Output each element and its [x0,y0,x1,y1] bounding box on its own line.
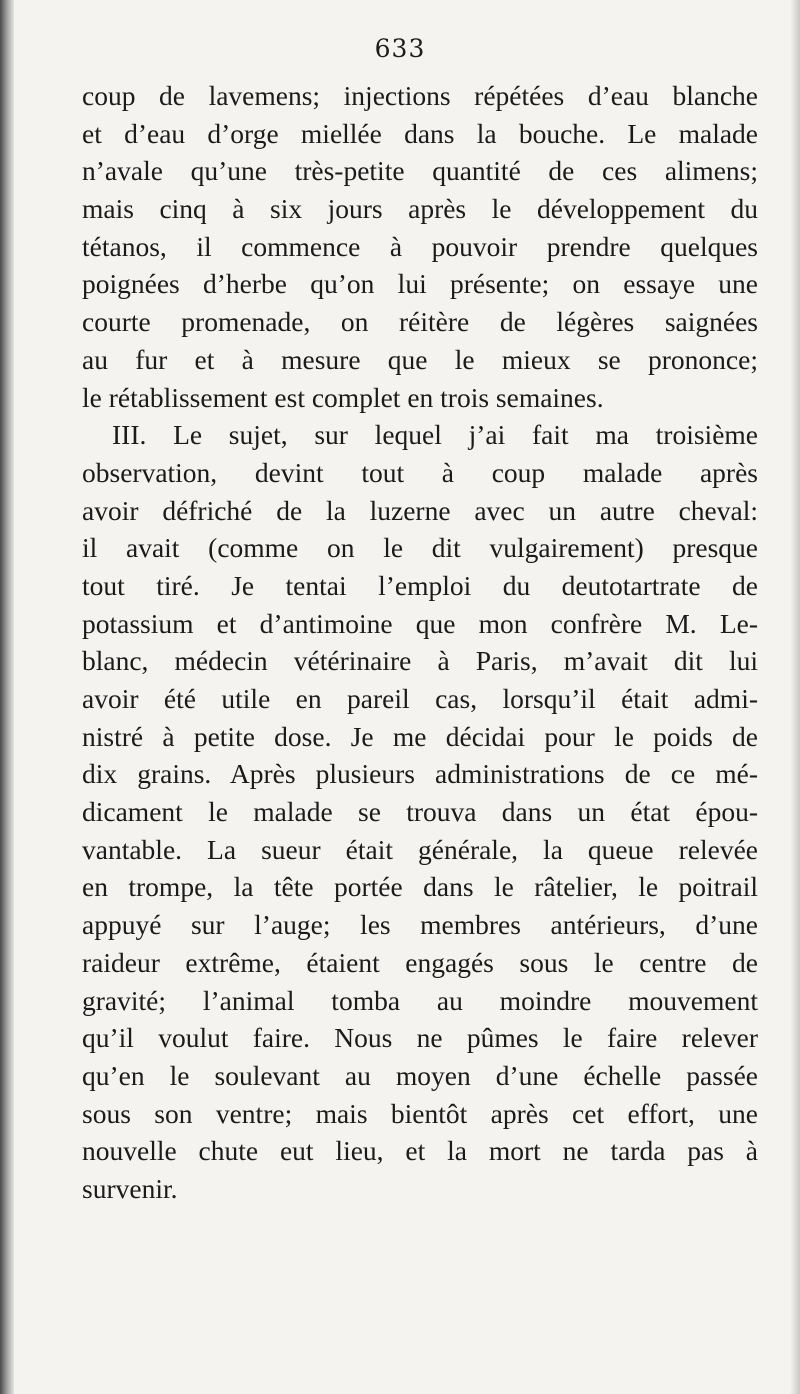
text-line: tétanos, il commence à pouvoir prendre quelques [82,230,758,262]
text-line: nouvelle chute eut lieu, et la mort ne tarda pas à [82,1135,758,1167]
body-text [82,77,758,1208]
text-line: sous son ventre; mais bientôt après cet effort, une [82,1097,758,1129]
text-line: avoir été utile en pareil cas, lorsqu’il était admi- [82,683,758,714]
text-line: en trompe, la tête portée dans le râtelier, le poitrail [82,871,758,903]
text-line: poignées d’herbe qu’on lui présente; on essaye une [82,268,758,300]
text-line: qu’il voulut faire. Nous ne pûmes le faire relever [82,1022,758,1054]
text-line: raideur extrême, étaient engagés sous le centre de [82,946,758,978]
text-line: qu’en le soulevant au moyen d’une échelle passée [82,1059,758,1091]
text-line: appuyé sur l’auge; les membres antérieurs, d’une [82,909,758,941]
page-number: 633 [374,34,426,63]
text-line: et d’eau d’orge miellée dans la bouche. Le malade [82,117,758,149]
binding-shadow [0,0,14,1394]
text-line: survenir. [82,1172,178,1204]
text-line: courte promenade, on réitère de légères saignées [82,306,758,338]
text-line: au fur et à mesure que le mieux se prononce; [82,343,758,375]
text-line: tout tiré. Je tentai l’emploi du deutotartrate de [82,569,758,601]
text-line: avoir défriché de la luzerne avec un autre cheval: [82,494,758,526]
text-line: gravité; l’animal tomba au moindre mouvement [82,984,758,1016]
text-line: dicament le malade se trouva dans un état épou- [82,796,758,828]
text-line: dix grains. Après plusieurs administrations de ce mé- [82,758,758,790]
text-line: n’avale qu’une très-petite quantité de ces alimens; [82,155,758,187]
text-line: coup de lavemens; injections répétées d’eau blanche [82,80,758,111]
text-line: mais cinq à six jours après le développement du [82,193,758,225]
text-line: observation, devint tout à coup malade après [82,456,758,488]
text-line: blanc, médecin vétérinaire à Paris, m’avait dit lui [82,645,758,677]
text-line: le rétablissement est complet en trois semaines. [82,381,604,413]
page-edge-shadow [790,0,800,1394]
paragraph-start-line: III. Le sujet, sur lequel j’ai fait ma troisième [112,419,758,451]
text-line: vantable. La sueur était générale, la queue relevée [82,833,758,865]
text-line: il avait (comme on le dit vulgairement) presque [82,532,758,564]
text-line: potassium et d’antimoine que mon confrère M. Le- [82,607,758,639]
text-line: nistré à petite dose. Je me décidai pour le poids de [82,720,758,752]
